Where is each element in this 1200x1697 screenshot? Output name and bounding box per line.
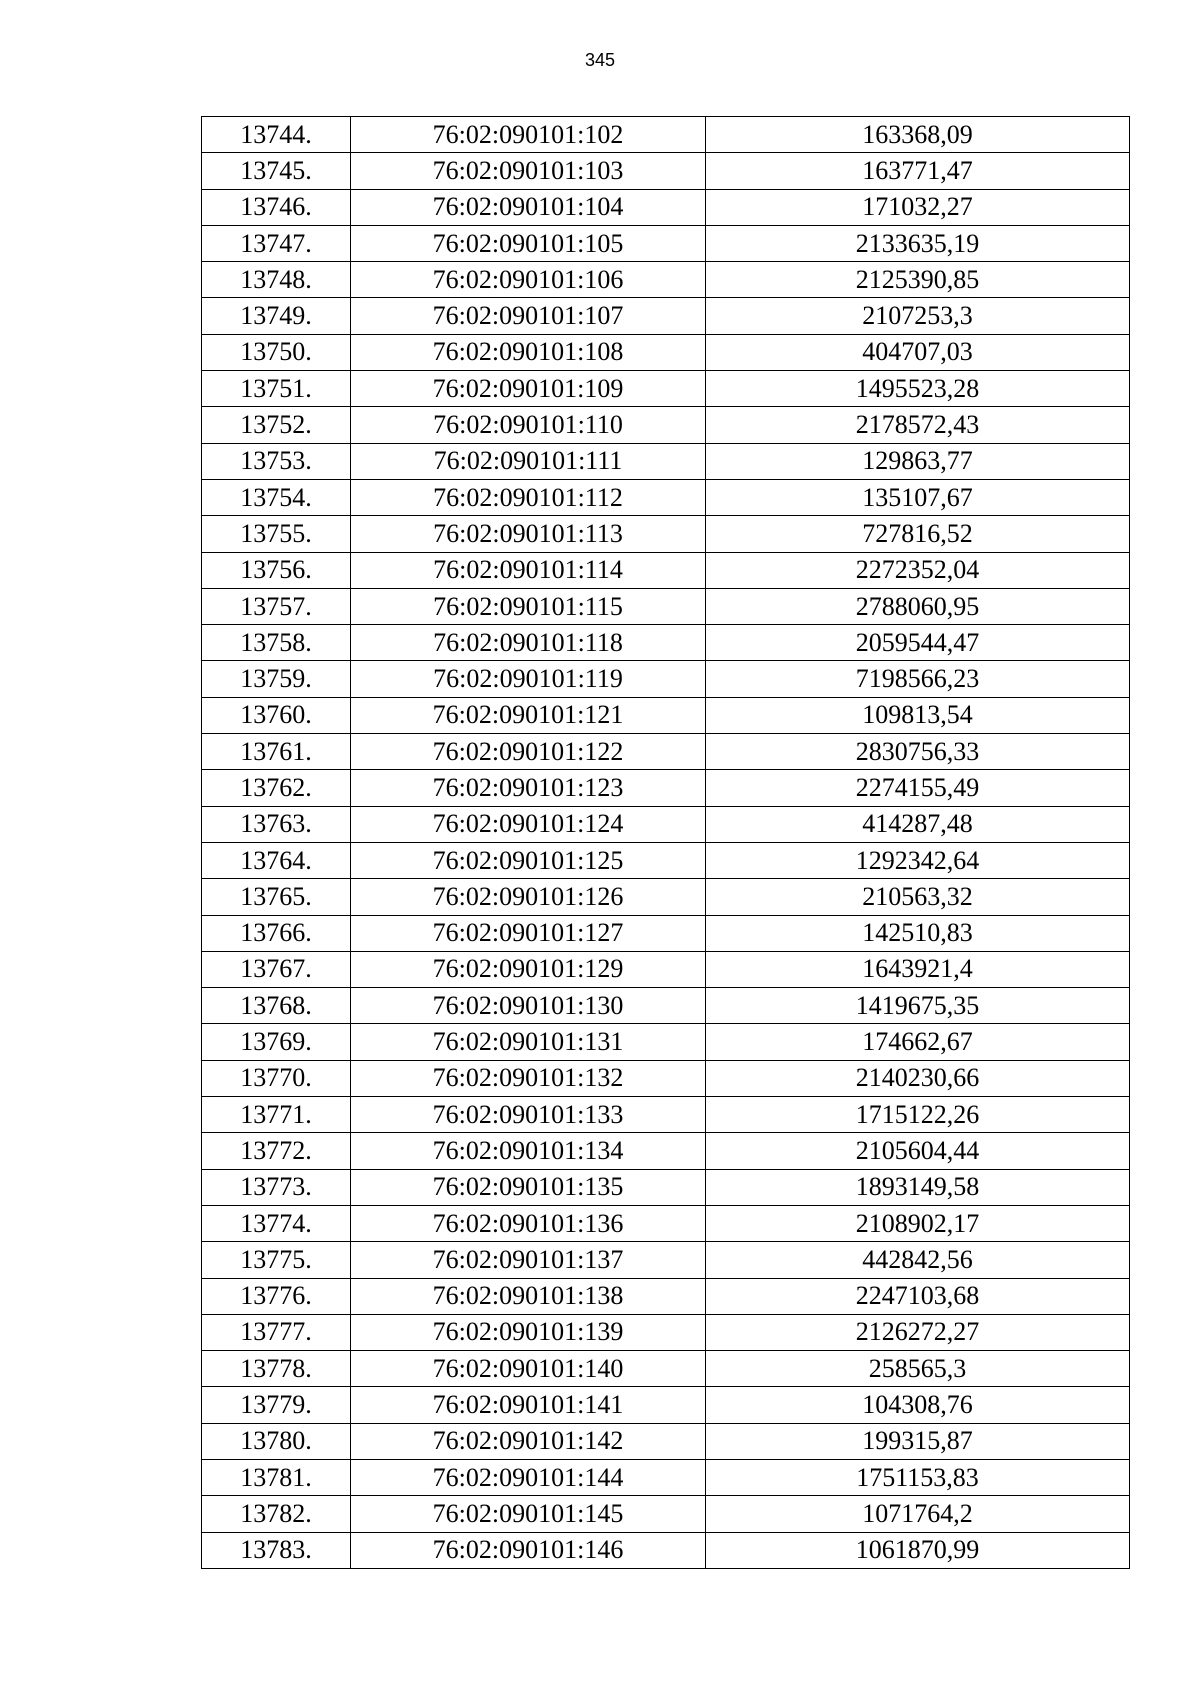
table-row [202,1060,1130,1096]
table-row [202,334,1130,370]
row-number-cell: 13752. [202,407,351,443]
row-number-cell: 13773. [202,1169,351,1205]
table-row [202,734,1130,770]
cadastral-number-cell: 76:02:090101:144 [351,1459,706,1495]
cadastral-number-cell: 76:02:090101:142 [351,1423,706,1459]
row-number-cell: 13781. [202,1459,351,1495]
table-row [202,1459,1130,1495]
table-row [202,661,1130,697]
table-row [202,625,1130,661]
row-number-cell: 13746. [202,189,351,225]
cadastral-number-cell: 76:02:090101:110 [351,407,706,443]
row-number-cell: 13782. [202,1496,351,1532]
table-row [202,1387,1130,1423]
table-row [202,516,1130,552]
cadastral-value-cell: 2107253,3 [706,298,1130,334]
table-row [202,552,1130,588]
row-number-cell: 13747. [202,225,351,261]
cadastral-number-cell: 76:02:090101:138 [351,1278,706,1314]
table-row [202,1351,1130,1387]
cadastral-number-cell: 76:02:090101:136 [351,1205,706,1241]
row-number-cell: 13759. [202,661,351,697]
cadastral-number-cell: 76:02:090101:123 [351,770,706,806]
table-row [202,1423,1130,1459]
table-row [202,1169,1130,1205]
cadastral-number-cell: 76:02:090101:115 [351,588,706,624]
cadastral-number-cell: 76:02:090101:125 [351,842,706,878]
table-row [202,117,1130,153]
row-number-cell: 13776. [202,1278,351,1314]
cadastral-value-cell: 2125390,85 [706,262,1130,298]
cadastral-value-table [201,116,1130,1569]
table-row [202,371,1130,407]
table-row [202,988,1130,1024]
cadastral-value-cell: 1071764,2 [706,1496,1130,1532]
cadastral-number-cell: 76:02:090101:111 [351,443,706,479]
table-row [202,262,1130,298]
cadastral-number-cell: 76:02:090101:141 [351,1387,706,1423]
cadastral-value-cell: 2178572,43 [706,407,1130,443]
table-row [202,1242,1130,1278]
cadastral-number-cell: 76:02:090101:102 [351,117,706,153]
cadastral-value-cell: 210563,32 [706,879,1130,915]
cadastral-value-cell: 727816,52 [706,516,1130,552]
table-row [202,770,1130,806]
cadastral-value-cell: 1292342,64 [706,842,1130,878]
table-row [202,1532,1130,1568]
cadastral-value-cell: 2272352,04 [706,552,1130,588]
cadastral-value-cell: 199315,87 [706,1423,1130,1459]
cadastral-value-cell: 109813,54 [706,697,1130,733]
table-row [202,479,1130,515]
row-number-cell: 13783. [202,1532,351,1568]
row-number-cell: 13780. [202,1423,351,1459]
table-row [202,1314,1130,1350]
row-number-cell: 13758. [202,625,351,661]
cadastral-number-cell: 76:02:090101:104 [351,189,706,225]
row-number-cell: 13779. [202,1387,351,1423]
cadastral-value-cell: 2830756,33 [706,734,1130,770]
cadastral-number-cell: 76:02:090101:130 [351,988,706,1024]
cadastral-value-cell: 2059544,47 [706,625,1130,661]
cadastral-number-cell: 76:02:090101:135 [351,1169,706,1205]
row-number-cell: 13774. [202,1205,351,1241]
cadastral-value-cell: 1643921,4 [706,951,1130,987]
table-body [202,117,1130,1569]
cadastral-value-cell: 2133635,19 [706,225,1130,261]
cadastral-value-cell: 442842,56 [706,1242,1130,1278]
table-row [202,951,1130,987]
cadastral-number-cell: 76:02:090101:108 [351,334,706,370]
cadastral-value-cell: 142510,83 [706,915,1130,951]
cadastral-value-cell: 104308,76 [706,1387,1130,1423]
row-number-cell: 13777. [202,1314,351,1350]
row-number-cell: 13761. [202,734,351,770]
row-number-cell: 13744. [202,117,351,153]
table-row [202,1496,1130,1532]
cadastral-number-cell: 76:02:090101:140 [351,1351,706,1387]
cadastral-number-cell: 76:02:090101:109 [351,371,706,407]
row-number-cell: 13770. [202,1060,351,1096]
cadastral-number-cell: 76:02:090101:122 [351,734,706,770]
table-row [202,915,1130,951]
cadastral-number-cell: 76:02:090101:126 [351,879,706,915]
cadastral-number-cell: 76:02:090101:132 [351,1060,706,1096]
row-number-cell: 13762. [202,770,351,806]
cadastral-number-cell: 76:02:090101:106 [351,262,706,298]
row-number-cell: 13754. [202,479,351,515]
cadastral-number-cell: 76:02:090101:127 [351,915,706,951]
row-number-cell: 13778. [202,1351,351,1387]
row-number-cell: 13751. [202,371,351,407]
cadastral-number-cell: 76:02:090101:134 [351,1133,706,1169]
table-row [202,1097,1130,1133]
cadastral-value-cell: 258565,3 [706,1351,1130,1387]
cadastral-number-cell: 76:02:090101:131 [351,1024,706,1060]
cadastral-value-cell: 2108902,17 [706,1205,1130,1241]
cadastral-number-cell: 76:02:090101:113 [351,516,706,552]
cadastral-number-cell: 76:02:090101:145 [351,1496,706,1532]
cadastral-value-cell: 2247103,68 [706,1278,1130,1314]
cadastral-number-cell: 76:02:090101:133 [351,1097,706,1133]
cadastral-number-cell: 76:02:090101:137 [351,1242,706,1278]
cadastral-number-cell: 76:02:090101:129 [351,951,706,987]
cadastral-value-cell: 2126272,27 [706,1314,1130,1350]
cadastral-value-cell: 7198566,23 [706,661,1130,697]
cadastral-value-cell: 414287,48 [706,806,1130,842]
table-row [202,842,1130,878]
cadastral-number-cell: 76:02:090101:114 [351,552,706,588]
cadastral-value-cell: 2788060,95 [706,588,1130,624]
cadastral-value-cell: 129863,77 [706,443,1130,479]
row-number-cell: 13769. [202,1024,351,1060]
row-number-cell: 13745. [202,153,351,189]
table-row [202,298,1130,334]
cadastral-number-cell: 76:02:090101:119 [351,661,706,697]
row-number-cell: 13763. [202,806,351,842]
page-number: 345 [584,50,616,70]
cadastral-value-cell: 135107,67 [706,479,1130,515]
cadastral-number-cell: 76:02:090101:121 [351,697,706,733]
cadastral-number-cell: 76:02:090101:103 [351,153,706,189]
table-row [202,443,1130,479]
row-number-cell: 13755. [202,516,351,552]
table-row [202,189,1130,225]
cadastral-number-cell: 76:02:090101:139 [351,1314,706,1350]
row-number-cell: 13768. [202,988,351,1024]
row-number-cell: 13750. [202,334,351,370]
row-number-cell: 13766. [202,915,351,951]
table-row [202,1133,1130,1169]
row-number-cell: 13753. [202,443,351,479]
cadastral-number-cell: 76:02:090101:124 [351,806,706,842]
row-number-cell: 13757. [202,588,351,624]
cadastral-value-cell: 2105604,44 [706,1133,1130,1169]
table-row [202,588,1130,624]
row-number-cell: 13767. [202,951,351,987]
row-number-cell: 13765. [202,879,351,915]
table-row [202,407,1130,443]
cadastral-value-cell: 1419675,35 [706,988,1130,1024]
cadastral-value-cell: 1061870,99 [706,1532,1130,1568]
table-row [202,1278,1130,1314]
cadastral-value-cell: 2140230,66 [706,1060,1130,1096]
cadastral-value-cell: 163368,09 [706,117,1130,153]
table-row [202,1205,1130,1241]
cadastral-number-cell: 76:02:090101:107 [351,298,706,334]
cadastral-value-cell: 1495523,28 [706,371,1130,407]
cadastral-number-cell: 76:02:090101:112 [351,479,706,515]
row-number-cell: 13760. [202,697,351,733]
table-row [202,1024,1130,1060]
cadastral-value-cell: 404707,03 [706,334,1130,370]
cadastral-value-cell: 174662,67 [706,1024,1130,1060]
row-number-cell: 13775. [202,1242,351,1278]
table-row [202,879,1130,915]
row-number-cell: 13749. [202,298,351,334]
row-number-cell: 13748. [202,262,351,298]
cadastral-number-cell: 76:02:090101:146 [351,1532,706,1568]
cadastral-value-cell: 163771,47 [706,153,1130,189]
row-number-cell: 13764. [202,842,351,878]
row-number-cell: 13772. [202,1133,351,1169]
cadastral-value-cell: 2274155,49 [706,770,1130,806]
cadastral-value-cell: 1751153,83 [706,1459,1130,1495]
cadastral-value-cell: 1715122,26 [706,1097,1130,1133]
table-row [202,225,1130,261]
table-row [202,153,1130,189]
cadastral-number-cell: 76:02:090101:105 [351,225,706,261]
table-row [202,697,1130,733]
cadastral-number-cell: 76:02:090101:118 [351,625,706,661]
cadastral-value-cell: 1893149,58 [706,1169,1130,1205]
row-number-cell: 13771. [202,1097,351,1133]
cadastral-value-cell: 171032,27 [706,189,1130,225]
table-row [202,806,1130,842]
row-number-cell: 13756. [202,552,351,588]
